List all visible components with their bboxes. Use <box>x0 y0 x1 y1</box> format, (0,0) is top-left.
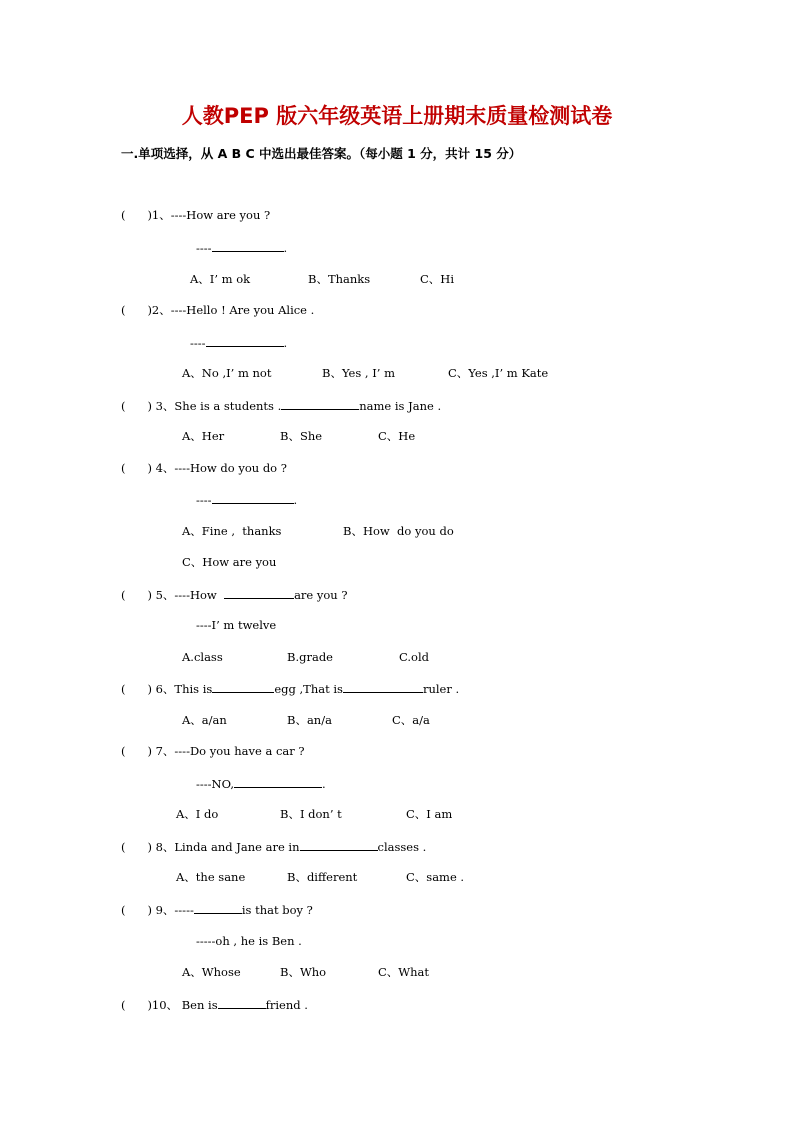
question-7-option-a: A、I do <box>176 807 219 821</box>
question-text: ----How <box>174 588 225 602</box>
question-8: ( ) 8、Linda and Jane are in classes . <box>121 840 427 854</box>
page-title: 人教PEP 版六年级英语上册期末质量检测试卷 <box>181 104 613 128</box>
question-7-answer: ----NO, . <box>196 777 326 791</box>
question-text: ----How do you do ? <box>174 461 287 475</box>
question-1-answer: ---- . <box>196 241 288 255</box>
answer-bracket: ( <box>121 303 126 317</box>
answer-bracket: ( <box>121 998 126 1012</box>
answer-bracket: ( <box>121 461 126 475</box>
question-9-option-b: B、Who <box>280 965 327 979</box>
question-7: ( ) 7、----Do you have a car ? <box>121 744 305 758</box>
answer-bracket: ( <box>121 840 126 854</box>
answer-bracket: ( <box>121 744 126 758</box>
question-9-answer: -----oh , he is Ben . <box>196 934 302 948</box>
question-9: ( ) 9、----- is that boy ? <box>121 903 313 917</box>
answer-blank[interactable] <box>212 492 294 504</box>
question-8-option-a: A、the sane <box>176 870 246 884</box>
question-7-option-b: B、I don’ t <box>280 807 342 821</box>
question-text: Ben is <box>178 998 218 1012</box>
question-2: ( )2、----Hello ! Are you Alice . <box>121 303 315 317</box>
question-3-option-a: A、Her <box>182 429 225 443</box>
question-8-option-b: B、different <box>287 870 358 884</box>
answer-blank[interactable] <box>343 681 423 693</box>
question-9-option-c: C、What <box>378 965 430 979</box>
question-10: ( )10、 Ben is friend . <box>121 998 308 1012</box>
question-7-option-c: C、I am <box>406 807 453 821</box>
question-4-option-c: C、How are you <box>182 555 277 569</box>
question-text: ----How are you ? <box>170 208 271 222</box>
question-4-option-b: B、How do you do <box>343 524 454 538</box>
question-2-option-a: A、No ,I’ m not <box>182 366 272 380</box>
question-6-option-c: C、a/a <box>392 713 430 727</box>
question-2-option-b: B、Yes , I’ m <box>322 366 395 380</box>
question-1-option-c: C、Hi <box>420 272 455 286</box>
question-6: ( ) 6、This is egg ,That is ruler . <box>121 682 460 696</box>
question-8-option-c: C、same . <box>406 870 465 884</box>
answer-bracket: ( <box>121 208 126 222</box>
question-text: ----Hello ! Are you Alice . <box>170 303 315 317</box>
question-4-option-a: A、Fine , thanks <box>182 524 282 538</box>
question-5-option-b: B.grade <box>287 650 333 664</box>
question-4: ( ) 4、----How do you do ? <box>121 461 287 475</box>
answer-blank[interactable] <box>212 240 284 252</box>
section-heading: 一.单项选择，从 A B C 中选出最佳答案。（每小题 1 分，共计 15 分） <box>121 146 522 161</box>
question-3-option-c: C、He <box>378 429 416 443</box>
question-1: ( )1、----How are you ? <box>121 208 271 222</box>
answer-blank[interactable] <box>234 776 322 788</box>
answer-bracket: ( <box>121 399 126 413</box>
question-5: ( ) 5、----How are you ? <box>121 588 348 602</box>
question-text: She is a students . <box>174 399 282 413</box>
answer-blank[interactable] <box>218 997 266 1009</box>
question-2-answer: ---- . <box>190 336 288 350</box>
answer-blank[interactable] <box>194 902 242 914</box>
question-9-option-a: A、Whose <box>182 965 241 979</box>
question-5-answer: ----I’ m twelve <box>196 618 277 632</box>
answer-blank[interactable] <box>300 839 378 851</box>
question-5-option-c: C.old <box>399 650 430 664</box>
question-3: ( ) 3、She is a students . name is Jane . <box>121 399 442 413</box>
question-6-option-b: B、an/a <box>287 713 332 727</box>
answer-bracket: ( <box>121 588 126 602</box>
question-2-option-c: C、Yes ,I’ m Kate <box>448 366 549 380</box>
question-text: ----Do you have a car ? <box>174 744 305 758</box>
answer-blank[interactable] <box>212 681 274 693</box>
question-1-option-a: A、I’ m ok <box>190 272 251 286</box>
answer-blank[interactable] <box>224 587 294 599</box>
answer-blank[interactable] <box>281 398 359 410</box>
question-1-option-b: B、Thanks <box>308 272 371 286</box>
answer-bracket: ( <box>121 903 126 917</box>
question-3-option-b: B、She <box>280 429 323 443</box>
question-text: ----- <box>174 903 194 917</box>
question-text: Linda and Jane are in <box>174 840 300 854</box>
answer-blank[interactable] <box>206 335 284 347</box>
question-text: This is <box>174 682 213 696</box>
question-4-answer: ---- . <box>196 493 298 507</box>
question-6-option-a: A、a/an <box>182 713 227 727</box>
answer-bracket: ( <box>121 682 126 696</box>
question-5-option-a: A.class <box>182 650 223 664</box>
